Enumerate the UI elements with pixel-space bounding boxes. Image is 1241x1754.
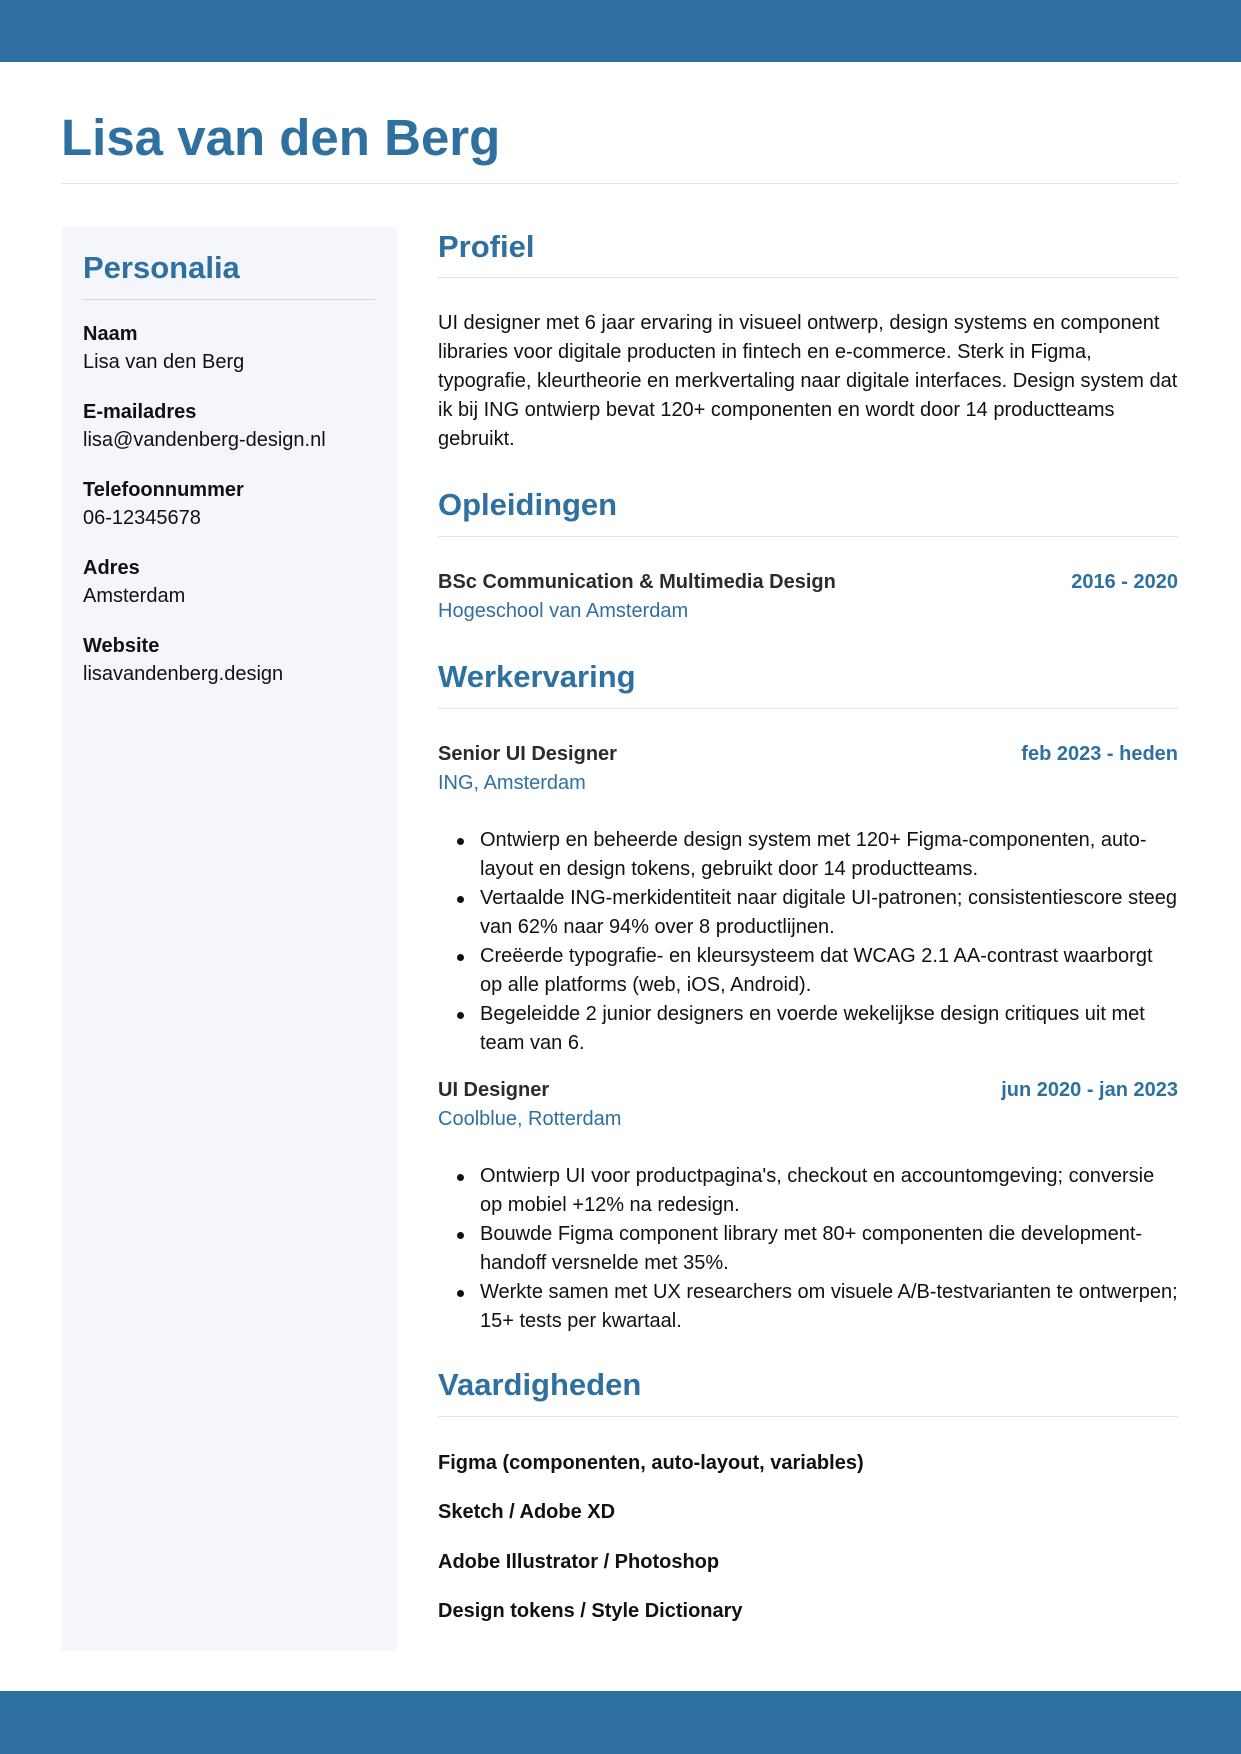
top-banner (0, 0, 1241, 62)
list-item: Ontwierp UI voor productpagina's, checkout en accountomgeving; conversie op mobiel +12% na redesign. (438, 1162, 1180, 1220)
field-name (83, 320, 383, 376)
school-name: Hogeschool van Amsterdam (438, 600, 689, 622)
skills-title: Vaardigheden (438, 1367, 642, 1402)
experience-divider (438, 708, 1178, 709)
job-header (438, 1076, 1178, 1104)
education-entry (438, 568, 1178, 596)
candidate-name: Lisa van den Berg (61, 109, 501, 166)
skill-item: Sketch / Adobe XD (438, 1501, 616, 1523)
skill-item: Figma (componenten, auto-layout, variables) (438, 1452, 864, 1474)
experience-title: Werkervaring (438, 659, 636, 694)
list-item: Werkte samen met UX researchers om visuele A/B-testvarianten te ontwerpen; 15+ tests per kwartaal. (438, 1278, 1180, 1336)
sidebar-title: Personalia (83, 250, 240, 285)
field-label: Naam (83, 323, 138, 345)
skill-item: Design tokens / Style Dictionary (438, 1600, 743, 1622)
field-label: Adres (83, 557, 140, 579)
degree-title: BSc Communication & Multimedia Design (438, 571, 836, 593)
education-title: Opleidingen (438, 487, 618, 522)
header-divider (61, 183, 1178, 184)
profile-title: Profiel (438, 229, 535, 264)
job-company: ING, Amsterdam (438, 772, 586, 794)
sidebar-divider (83, 299, 375, 300)
bottom-banner (0, 1691, 1241, 1754)
job-header (438, 740, 1178, 768)
list-item: Ontwierp en beheerde design system met 120+ Figma-componenten, auto-layout en design tokens, gebruikt door 14 productteams. (438, 826, 1180, 884)
job-dates: feb 2023 - heden (1021, 743, 1178, 765)
education-dates: 2016 - 2020 (1071, 571, 1178, 593)
field-address (83, 554, 383, 610)
field-label: E-mailadres (83, 401, 197, 423)
field-value: Lisa van den Berg (83, 351, 245, 373)
field-value: 06-12345678 (83, 507, 201, 529)
field-phone (83, 476, 383, 532)
profile-text: UI designer met 6 jaar ervaring in visueel ontwerp, design systems en component libraries voor digitale producten in fintech en e-commerce. Sterk in Figma, typografie, kleurtheorie en merkvertaling naar digitale interfaces. Design system dat ik bij ING ontwierp bevat 120+ componenten en wordt door 14 productteams gebruikt. (438, 312, 1178, 450)
profile-divider (438, 277, 1178, 278)
job-dates: jun 2020 - jan 2023 (1001, 1079, 1178, 1101)
list-item: Vertaalde ING-merkidentiteit naar digitale UI-patronen; consistentiescore steeg van 62% naar 94% over 8 productlijnen. (438, 884, 1180, 942)
field-value: Amsterdam (83, 585, 186, 607)
list-item: Creëerde typografie- en kleursysteem dat WCAG 2.1 AA-contrast waarborgt op alle platforms (web, iOS, Android). (438, 942, 1180, 1000)
skills-divider (438, 1416, 1178, 1417)
list-item: Bouwde Figma component library met 80+ componenten die development-handoff versnelde met 35%. (438, 1220, 1180, 1278)
field-value: lisa@vandenberg-design.nl (83, 429, 326, 451)
job-role: UI Designer (438, 1079, 550, 1101)
list-item: Begeleidde 2 junior designers en voerde wekelijkse design critiques uit met team van 6. (438, 1000, 1180, 1058)
job-company: Coolblue, Rotterdam (438, 1108, 622, 1130)
field-label: Telefoonnummer (83, 479, 244, 501)
field-label: Website (83, 635, 160, 657)
field-website (83, 632, 383, 688)
job-bullets (438, 1162, 1180, 1336)
education-divider (438, 536, 1178, 537)
field-value: lisavandenberg.design (83, 663, 284, 685)
job-bullets (438, 826, 1180, 1058)
field-email (83, 398, 383, 454)
skill-item: Adobe Illustrator / Photoshop (438, 1551, 720, 1573)
job-role: Senior UI Designer (438, 743, 617, 765)
